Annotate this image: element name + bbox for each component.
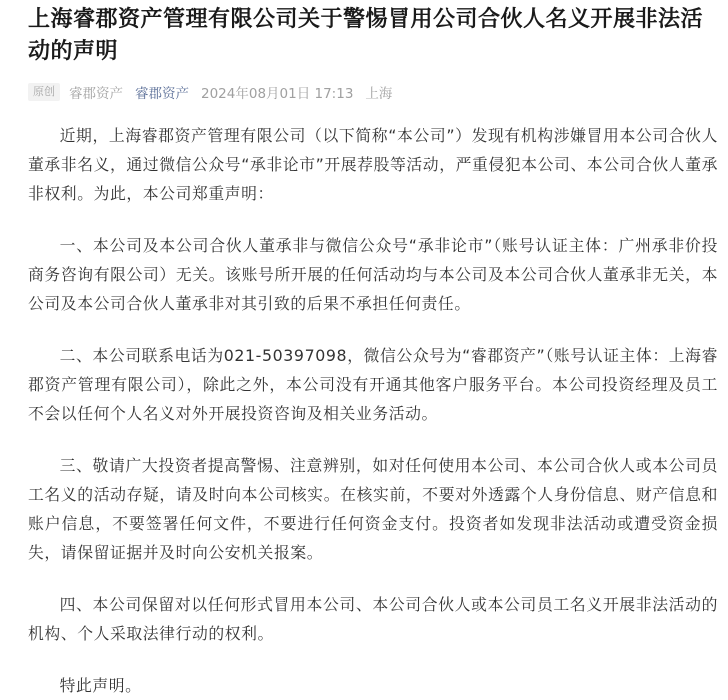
paragraph-item-4: 四、本公司保留对以任何形式冒用本公司、本公司合伙人或本公司员工名义开展非法活动的机构、个人采取法律行动的权利。: [28, 595, 718, 643]
original-badge: 原创: [28, 83, 60, 101]
article: [28, 0, 718, 700]
paragraph-item-3: 三、敬请广大投资者提高警惕、注意辨别，如对任何使用本公司、本公司合伙人或本公司员工名义的活动存疑，请及时向本公司核实。在核实前，不要对外透露个人身份信息、财产信息和账户信息，不要签署任何文件，不要进行任何资金支付。投资者如发现非法活动或遭受资金损失，请保留证据并及时向公安机关报案。: [28, 456, 718, 562]
paragraph-intro: 近期，上海睿郡资产管理有限公司（以下简称“本公司”）发现有机构涉嫌冒用本公司合伙人董承非名义，通过微信公众号“承非论市”开展荐股等活动，严重侵犯本公司、本公司合伙人董承非权利。为此，本公司郑重声明：: [28, 126, 718, 203]
account-name-link[interactable]: 睿郡资产: [135, 86, 189, 102]
paragraph-closing: 特此声明。: [59, 676, 142, 695]
publish-date: 2024年08月01日 17:13: [201, 86, 354, 102]
publish-location: 上海: [365, 86, 393, 102]
author-name: 睿郡资产: [69, 86, 123, 102]
article-title: 上海睿郡资产管理有限公司关于警惕冒用公司合伙人名义开展非法活动的声明: [28, 7, 704, 64]
paragraph-item-1: 一、本公司及本公司合伙人董承非与微信公众号“承非论市”（账号认证主体：广州承非价投商务咨询有限公司）无关。该账号所开展的任何活动均与本公司及本公司合伙人董承非无关，本公司及本公司合伙人董承非对其引致的后果不承担任何责任。: [28, 236, 718, 313]
article-meta: [28, 81, 718, 103]
article-body: [28, 121, 718, 700]
paragraph-item-2: 二、本公司联系电话为021-50397098，微信公众号为“睿郡资产”（账号认证主体：上海睿郡资产管理有限公司），除此之外，本公司没有开通其他客户服务平台。本公司投资经理及员工不会以任何个人名义对外开展投资咨询及相关业务活动。: [28, 346, 718, 423]
